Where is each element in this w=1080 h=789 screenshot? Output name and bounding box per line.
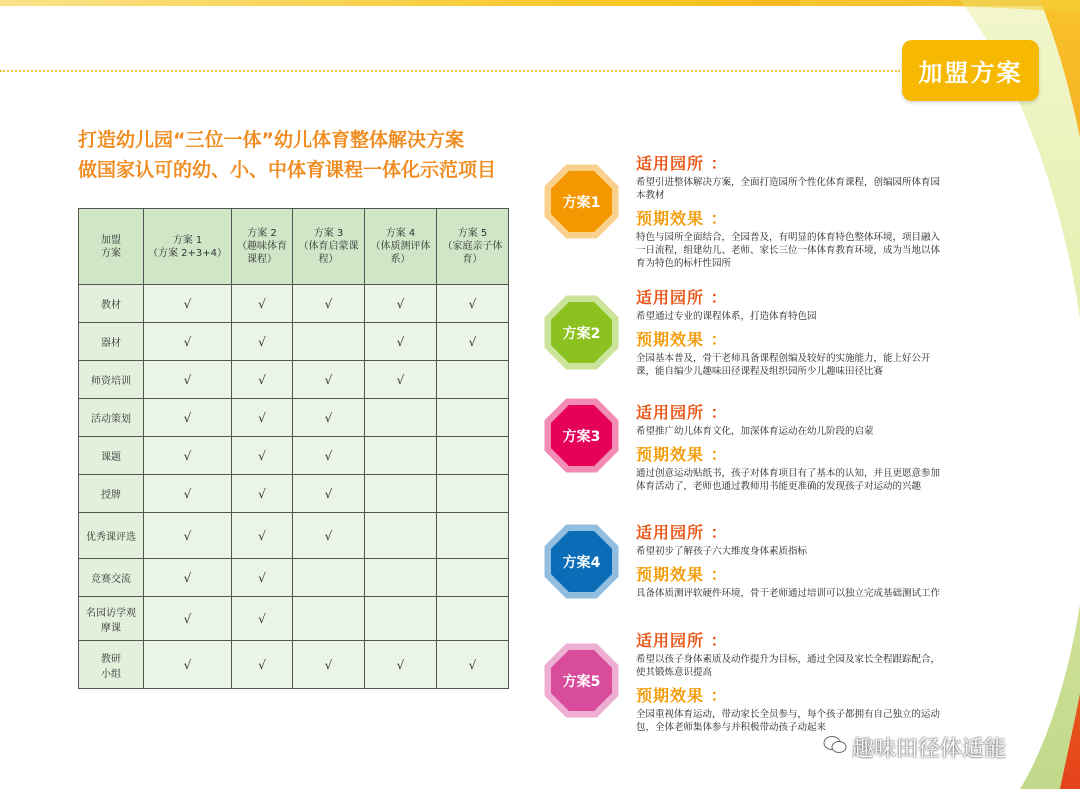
check-mark: √	[258, 657, 266, 672]
table-cell	[293, 361, 365, 399]
row-header-line: 小组	[101, 668, 121, 680]
table-cell	[144, 285, 232, 323]
table-cell	[365, 323, 437, 361]
effect-desc: 通过创意运动贴纸书，孩子对体育项目有了基本的认知，并且更愿意参加体育活动了，老师也通过教师用书能更准确的发现孩子对运动的兴趣	[636, 468, 941, 492]
table-cell	[293, 513, 365, 559]
plan-comparison-table	[78, 208, 509, 689]
table-row	[79, 399, 509, 437]
effect-title: 预期效果 ：	[636, 445, 728, 464]
check-mark: √	[324, 657, 333, 672]
check-mark: √	[183, 372, 192, 387]
plan-section	[636, 151, 946, 270]
row-header-line: 师资培训	[91, 376, 131, 387]
table-cell	[365, 399, 437, 437]
check-mark: √	[183, 486, 192, 501]
table-cell	[232, 285, 293, 323]
col-header-line: 课程）	[247, 254, 277, 265]
row-header	[79, 285, 144, 323]
check-mark: √	[258, 570, 266, 585]
corner-line-2: 方案	[101, 247, 121, 259]
effect-title: 预期效果 ：	[636, 686, 728, 705]
check-mark: √	[258, 334, 266, 349]
col-header-plan3	[293, 209, 365, 285]
table-row	[79, 361, 509, 399]
check-mark: √	[183, 570, 192, 585]
check-mark: √	[324, 410, 333, 425]
plan-badge	[541, 521, 622, 602]
section-tag: 加盟方案	[902, 40, 1039, 101]
footer-watermark: 趣味田径体适能	[852, 737, 1007, 762]
applicable-desc: 希望初步了解孩子六大维度身体素质指标	[636, 546, 808, 557]
col-header-line: 方案 2	[247, 228, 277, 239]
table-cell	[437, 559, 509, 597]
table-cell	[365, 513, 437, 559]
check-mark: √	[183, 296, 192, 311]
check-mark: √	[258, 528, 266, 543]
table-cell	[293, 641, 365, 689]
check-mark: √	[396, 296, 405, 311]
effect-title: 预期效果 ：	[636, 565, 728, 584]
main-heading: 打造幼儿园“三位一体”幼儿体育整体解决方案	[78, 129, 464, 151]
col-header-line: 程）	[318, 254, 339, 265]
table-cell	[437, 323, 509, 361]
table-cell	[365, 475, 437, 513]
table-cell	[144, 437, 232, 475]
table-cell	[365, 597, 437, 641]
plan-badge-label: 方案3	[562, 428, 601, 445]
table-cell	[144, 399, 232, 437]
plan-badge	[541, 161, 622, 242]
check-mark: √	[468, 657, 477, 672]
table-cell	[293, 285, 365, 323]
table-row	[79, 285, 509, 323]
row-header-line: 活动策划	[91, 414, 131, 425]
table-cell	[437, 361, 509, 399]
table-row	[79, 597, 509, 641]
col-header-line: 育）	[462, 254, 483, 265]
check-mark: √	[324, 372, 333, 387]
table-cell	[437, 513, 509, 559]
table-row	[79, 559, 509, 597]
row-header	[79, 361, 144, 399]
check-mark: √	[396, 657, 405, 672]
table-cell	[232, 399, 293, 437]
table-cell	[293, 399, 365, 437]
row-header-line: 教材	[101, 300, 121, 311]
plan-badge	[541, 395, 622, 476]
row-header-line: 授牌	[101, 490, 121, 501]
check-mark: √	[258, 448, 266, 463]
check-mark: √	[258, 410, 266, 425]
table-cell	[144, 513, 232, 559]
applicable-title: 适用园所 ：	[636, 403, 728, 422]
col-header-line: （方案 2+3+4）	[147, 247, 228, 259]
table-cell	[293, 475, 365, 513]
applicable-title: 适用园所 ：	[636, 631, 728, 650]
table-cell	[365, 361, 437, 399]
sub-heading: 做国家认可的幼、小、中体育课程一体化示范项目	[78, 159, 497, 181]
table-header-row	[79, 209, 509, 285]
col-header-line: 方案 5	[457, 228, 488, 239]
check-mark: √	[468, 334, 477, 349]
check-mark: √	[324, 486, 333, 501]
corner-header	[79, 209, 144, 285]
row-header-line: 名园访学观	[86, 607, 136, 619]
applicable-desc: 希望推广幼儿体育文化，加深体育运动在幼儿阶段的启蒙	[636, 426, 874, 437]
table-cell	[232, 559, 293, 597]
row-header	[79, 323, 144, 361]
table-body	[79, 285, 509, 689]
check-mark: √	[183, 410, 192, 425]
check-mark: √	[183, 657, 192, 672]
col-header-line: 方案 3	[313, 228, 344, 239]
table-cell	[144, 641, 232, 689]
check-mark: √	[183, 334, 192, 349]
table-cell	[144, 559, 232, 597]
plan-badge	[541, 292, 622, 373]
col-header-plan5	[437, 209, 509, 285]
table-cell	[365, 641, 437, 689]
col-header-line: （体质测评体	[370, 241, 431, 252]
corner-line-1: 加盟	[101, 234, 121, 246]
col-header-line: 方案 1	[172, 234, 203, 246]
table-cell	[293, 597, 365, 641]
applicable-title: 适用园所 ：	[636, 154, 728, 173]
check-mark: √	[183, 448, 192, 463]
table-cell	[365, 559, 437, 597]
check-mark: √	[183, 611, 192, 626]
table-cell	[144, 475, 232, 513]
table-cell	[232, 597, 293, 641]
row-header	[79, 559, 144, 597]
col-header-line: 方案 4	[385, 228, 416, 239]
table-cell	[365, 285, 437, 323]
effect-desc: 全园基本普及，骨干老师具备课程创编及较好的实施能力，能上好公开课，能自编少儿趣味田径课程及组织园所少儿趣味田径比赛	[636, 353, 931, 377]
check-mark: √	[324, 448, 333, 463]
plan-badge-label: 方案4	[562, 554, 601, 571]
table-cell	[293, 323, 365, 361]
table-cell	[437, 399, 509, 437]
check-mark: √	[183, 528, 192, 543]
effect-desc: 特色与园所全面结合，全园普及，有明显的体育特色整体环境，项目融入一日流程，组建幼儿、老师、家长三位一体体育教育环境，成为当地以体育为特色的标杆性园所	[636, 232, 941, 269]
table-cell	[437, 285, 509, 323]
plan-badge-label: 方案1	[562, 194, 601, 211]
row-header-line: 器材	[101, 338, 121, 349]
plan-badge-label: 方案5	[562, 673, 601, 690]
table-cell	[437, 437, 509, 475]
applicable-desc: 希望以孩子身体素质及动作提升为目标，通过全园及家长全程跟踪配合，使其锻炼意识提高	[636, 654, 941, 678]
table-cell	[437, 641, 509, 689]
col-header-plan2	[232, 209, 293, 285]
check-mark: √	[258, 296, 266, 311]
row-header-line: 竞赛交流	[91, 574, 131, 585]
table-cell	[232, 475, 293, 513]
table-row	[79, 475, 509, 513]
col-header-line: （体育启蒙课	[298, 241, 359, 252]
row-header-line: 教研	[101, 653, 121, 665]
table-cell	[293, 437, 365, 475]
plan-badge-label: 方案2	[562, 325, 601, 342]
check-mark: √	[468, 296, 477, 311]
dotted-divider	[0, 70, 900, 72]
table-cell	[232, 437, 293, 475]
table-cell	[232, 641, 293, 689]
row-header	[79, 437, 144, 475]
check-mark: √	[258, 486, 266, 501]
effect-desc: 具备体质测评软硬件环境，骨干老师通过培训可以独立完成基础测试工作	[636, 588, 941, 599]
row-header	[79, 641, 144, 689]
plan-section	[636, 400, 946, 493]
plan-badge	[541, 640, 622, 721]
table-cell	[232, 361, 293, 399]
row-header-line: 课题	[101, 452, 121, 463]
row-header	[79, 475, 144, 513]
check-mark: √	[258, 611, 266, 626]
col-header-line: 系）	[390, 254, 411, 265]
col-header-plan4	[365, 209, 437, 285]
row-header	[79, 597, 144, 641]
plan-section	[636, 285, 946, 378]
table-cell	[365, 437, 437, 475]
col-header-line: （趣味体育	[237, 241, 287, 252]
table-cell	[437, 597, 509, 641]
row-header-line: 优秀课评选	[86, 532, 136, 543]
effect-desc: 全园重视体育运动，带动家长全员参与，每个孩子都拥有自己独立的运动包，全体老师集体参与并积极带动孩子动起来	[636, 709, 941, 733]
effect-title: 预期效果 ：	[636, 330, 728, 349]
row-header	[79, 513, 144, 559]
applicable-title: 适用园所 ：	[636, 288, 728, 307]
check-mark: √	[396, 372, 405, 387]
table-row	[79, 641, 509, 689]
row-header	[79, 399, 144, 437]
plan-section	[636, 628, 946, 734]
table-cell	[232, 323, 293, 361]
plan-section	[636, 520, 946, 600]
check-mark: √	[396, 334, 405, 349]
table-cell	[293, 559, 365, 597]
applicable-desc: 希望通过专业的课程体系，打造体育特色园	[636, 311, 817, 322]
check-mark: √	[258, 372, 266, 387]
applicable-title: 适用园所 ：	[636, 523, 728, 542]
table-row	[79, 323, 509, 361]
table-cell	[144, 361, 232, 399]
effect-title: 预期效果 ：	[636, 209, 728, 228]
applicable-desc: 希望引进整体解决方案，全面打造园所个性化体育课程，创编园所体育园本教材	[636, 177, 941, 201]
check-mark: √	[324, 528, 333, 543]
row-header-line: 摩课	[101, 622, 121, 634]
table-cell	[144, 323, 232, 361]
table-cell	[437, 475, 509, 513]
table-cell	[144, 597, 232, 641]
table-row	[79, 437, 509, 475]
table-cell	[232, 513, 293, 559]
check-mark: √	[324, 296, 333, 311]
wechat-icon	[823, 735, 847, 755]
col-header-plan1	[144, 209, 232, 285]
table-row	[79, 513, 509, 559]
col-header-line: （家庭亲子体	[442, 241, 503, 252]
